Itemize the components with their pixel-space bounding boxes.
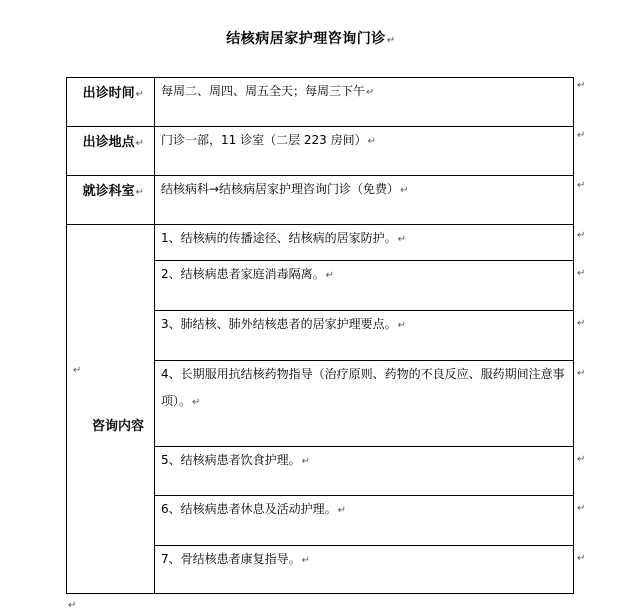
label-location: 出诊地点 (82, 135, 135, 150)
paragraph-mark-icon: ↵ (577, 368, 586, 379)
paragraph-mark-icon: ↵ (192, 397, 201, 408)
label-consult: 咨询内容 (91, 419, 144, 434)
list-item (155, 496, 573, 546)
consult-item-text: 7、骨结核患者康复指导。 (161, 552, 301, 566)
value-cell-time (155, 78, 574, 127)
table-row-time (67, 78, 574, 127)
label-cell-location (67, 127, 155, 176)
consult-item-text: 6、结核病患者休息及活动护理。 (161, 502, 337, 516)
paragraph-mark-icon: ↵ (325, 270, 335, 281)
consult-item-text: 3、肺结核、肺外结核患者的居家护理要点。 (161, 317, 397, 331)
table-row-consult (67, 225, 574, 594)
label-cell-department (67, 176, 155, 225)
label-cell-time (67, 78, 155, 127)
label-department: 就诊科室 (82, 184, 135, 199)
paragraph-mark-icon: ↵ (135, 187, 144, 198)
consult-item-text: 1、结核病的传播途径、结核病的居家防护。 (161, 231, 397, 245)
paragraph-mark-icon: ↵ (337, 505, 347, 516)
document-title (0, 28, 622, 48)
clinic-info-table (66, 77, 574, 594)
paragraph-mark-icon: ↵ (386, 35, 396, 46)
list-item (155, 311, 573, 361)
paragraph-mark-icon: ↵ (397, 234, 407, 245)
paragraph-mark-icon: ↵ (577, 230, 586, 241)
paragraph-mark-icon: ↵ (577, 180, 586, 191)
paragraph-mark-icon: ↵ (68, 600, 77, 611)
list-item (155, 225, 573, 261)
list-item (155, 361, 573, 447)
document-title-text: 结核病居家护理咨询门诊 (226, 31, 386, 47)
value-time: 每周二、周四、周五全天；每周三下午 (161, 84, 366, 98)
value-location: 门诊一部，11 诊室（二层 223 房间） (161, 133, 367, 147)
paragraph-mark-icon: ↵ (73, 365, 82, 376)
paragraph-mark-icon: ↵ (397, 320, 407, 331)
paragraph-mark-icon: ↵ (301, 555, 311, 566)
consult-item-text: 2、结核病患者家庭消毒隔离。 (161, 267, 325, 281)
paragraph-mark-icon: ↵ (301, 456, 311, 467)
paragraph-mark-icon: ↵ (577, 553, 586, 564)
paragraph-mark-icon: ↵ (400, 185, 409, 196)
consult-items-cell (155, 225, 574, 594)
paragraph-mark-icon: ↵ (577, 454, 586, 465)
paragraph-mark-icon: ↵ (577, 268, 586, 279)
list-item (155, 261, 573, 311)
paragraph-mark-icon: ↵ (577, 80, 586, 91)
value-department: 结核病科→结核病居家护理咨询门诊（免费） (161, 182, 400, 196)
table-row-department (67, 176, 574, 225)
value-cell-department (155, 176, 574, 225)
paragraph-mark-icon: ↵ (366, 87, 375, 98)
paragraph-mark-icon: ↵ (577, 130, 586, 141)
table-row-location (67, 127, 574, 176)
paragraph-mark-icon: ↵ (135, 89, 144, 100)
paragraph-mark-icon: ↵ (135, 138, 144, 149)
list-item (155, 447, 573, 496)
paragraph-mark-icon: ↵ (577, 318, 586, 329)
label-time: 出诊时间 (82, 86, 135, 101)
consult-item-text: 5、结核病患者饮食护理。 (161, 453, 301, 467)
paragraph-mark-icon: ↵ (577, 503, 586, 514)
list-item (155, 546, 573, 593)
value-cell-location (155, 127, 574, 176)
label-cell-consult (67, 225, 155, 594)
consult-item-text: 4、长期服用抗结核药物指导（治疗原则、药物的不良反应、服药期间注意事项）。 (161, 367, 565, 408)
paragraph-mark-icon: ↵ (367, 136, 377, 147)
